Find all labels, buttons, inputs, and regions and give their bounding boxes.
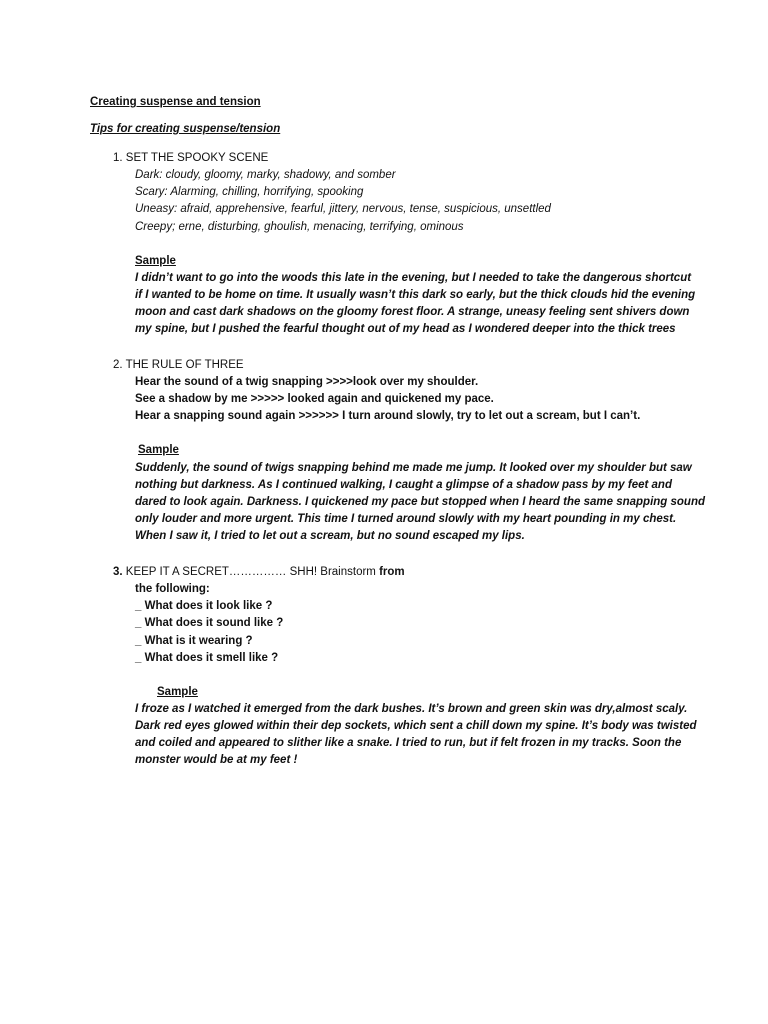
section1-line-dark: Dark: cloudy, gloomy, marky, shadowy, and somber	[135, 169, 396, 181]
section3-question: _ What does it sound like ?	[135, 617, 284, 629]
section1-sample-line: I didn’t want to go into the woods this late in the evening, but I needed to take the dangerous shortcut	[135, 272, 692, 284]
section1-sample-line: if I wanted to be home on time. It usually wasn’t this dark so early, but the thick clouds hid the evening	[135, 289, 696, 301]
section3-sample-line: I froze as I watched it emerged from the dark bushes. It’s brown and green skin was dry,almost scaly.	[135, 703, 688, 715]
section2-sample-line: Suddenly, the sound of twigs snapping behind me made me jump. It looked over my shoulder but saw	[135, 462, 692, 474]
section3-question: _ What is it wearing ?	[135, 635, 253, 647]
section2-sample-line: nothing but darkness. As I continued walking, I caught a glimpse of a shadow pass by my feet and	[135, 479, 672, 491]
section2-heading: 2. THE RULE OF THREE	[113, 359, 244, 371]
section3-number: 3.	[113, 566, 123, 578]
section2-sample-line: only louder and more urgent. This time I turned around slowly with my heart pounding in my chest.	[135, 513, 677, 525]
section2-line: See a shadow by me >>>>> looked again and quickened my pace.	[135, 393, 494, 405]
section3-sample-line: and coiled and appeared to slither like a snake. I tried to run, but if felt frozen in my tracks. Soon the	[135, 737, 682, 749]
section3-heading	[113, 565, 405, 579]
section3-sample-line: monster would be at my feet !	[135, 754, 298, 766]
section3-sample-line: Dark red eyes glowed within their dep sockets, which sent a chill down my spine. It’s body was twisted	[135, 720, 697, 732]
section2-sample-line: When I saw it, I tried to let out a scream, but no sound escaped my lips.	[135, 530, 525, 542]
section2-sample-line: dared to look again. Darkness. I quickened my pace but stopped when I heard the same snapping sound	[135, 496, 706, 508]
section3-intro: the following:	[135, 583, 210, 595]
section3-heading-text: KEEP IT A SECRET…………… SHH! Brainstorm	[125, 566, 376, 578]
section3-question: _ What does it look like ?	[135, 600, 273, 612]
section2-line: Hear a snapping sound again >>>>>> I turn around slowly, try to let out a scream, but I can’t.	[135, 410, 641, 422]
section1-sample-line: my spine, but I pushed the fearful thought out of my head as I wondered deeper into the thick trees	[135, 323, 676, 335]
document-title: Creating suspense and tension	[90, 96, 261, 108]
section1-line-uneasy: Uneasy: afraid, apprehensive, fearful, jittery, nervous, tense, suspicious, unsettled	[135, 203, 551, 215]
section1-heading: 1. SET THE SPOOKY SCENE	[113, 152, 269, 164]
section1-line-scary: Scary: Alarming, chilling, horrifying, spooking	[135, 186, 364, 198]
section1-sample-label: Sample	[135, 255, 176, 267]
section3-sample-label: Sample	[157, 686, 198, 698]
document-subtitle: Tips for creating suspense/tension	[90, 123, 281, 135]
section2-sample-label: Sample	[138, 444, 179, 456]
section1-sample-line: moon and cast dark shadows on the gloomy forest floor. A strange, uneasy feeling sent shivers down	[135, 306, 690, 318]
section1-line-creepy: Creepy; erne, disturbing, ghoulish, menacing, terrifying, ominous	[135, 221, 464, 233]
section3-heading-tail: from	[379, 566, 405, 578]
section2-line: Hear the sound of a twig snapping >>>>look over my shoulder.	[135, 376, 479, 388]
section3-question: _ What does it smell like ?	[135, 652, 279, 664]
